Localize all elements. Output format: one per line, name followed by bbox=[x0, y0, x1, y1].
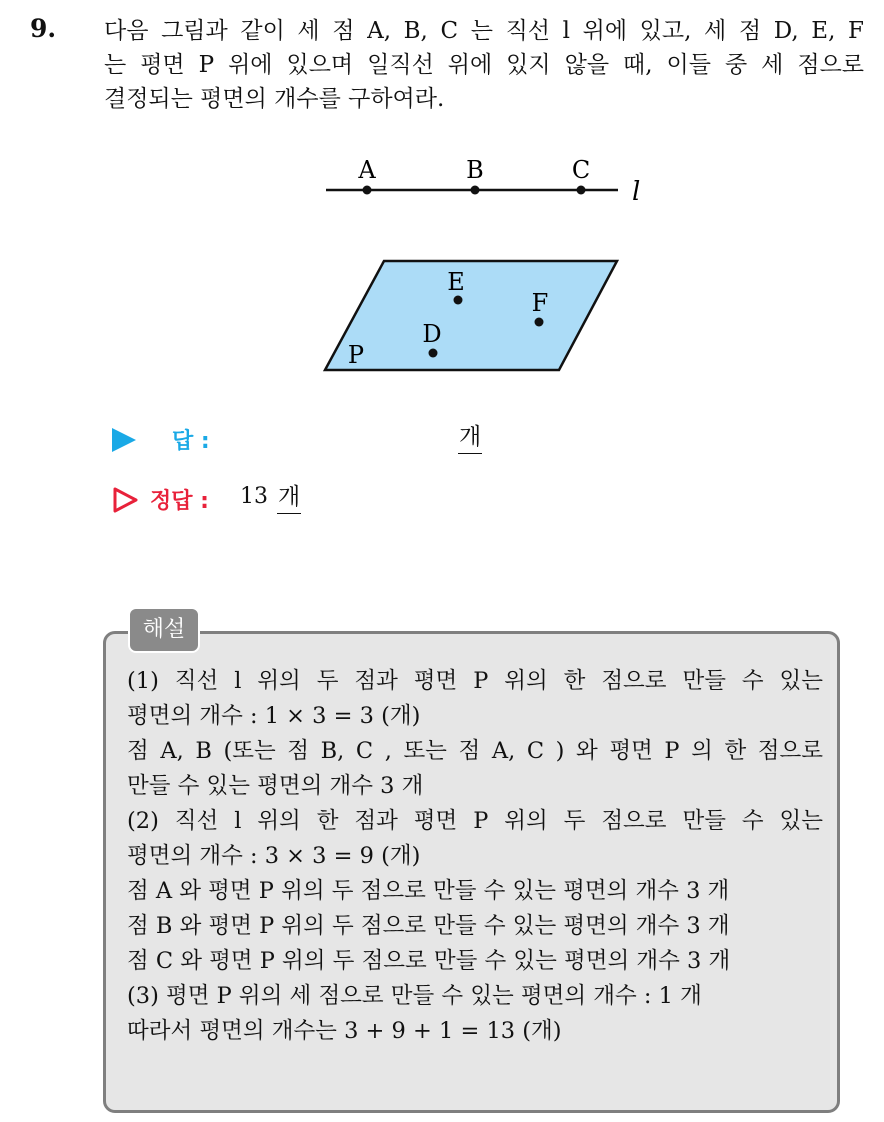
point-b-dot bbox=[471, 186, 480, 195]
solution-line: 점 A 와 평면 P 위의 두 점으로 만들 수 있는 평면의 개수 3 개 bbox=[127, 878, 730, 904]
solution-line: 점 A, B (또는 점 B, C , 또는 점 A, C ) 와 평면 P 의 한 점으로 bbox=[127, 738, 823, 764]
plane-p bbox=[325, 261, 617, 370]
point-c-dot bbox=[577, 186, 586, 195]
point-f-dot bbox=[535, 318, 544, 327]
point-d-label: D bbox=[422, 320, 442, 348]
solution-line: 점 B 와 평면 P 위의 두 점으로 만들 수 있는 평면의 개수 3 개 bbox=[127, 913, 730, 939]
outline-triangle-icon bbox=[112, 486, 140, 514]
correct-unit: 개 bbox=[277, 482, 301, 514]
point-a-dot bbox=[363, 186, 372, 195]
solution-line: (1) 직선 l 위의 두 점과 평면 P 위의 한 점으로 만들 수 있는 bbox=[127, 668, 823, 694]
play-triangle-icon bbox=[112, 428, 136, 452]
solution-badge: 해설 bbox=[128, 607, 200, 653]
answer-row bbox=[112, 424, 532, 458]
point-e-label: E bbox=[447, 268, 465, 296]
point-b-label: B bbox=[466, 156, 484, 184]
correct-value: 13 bbox=[240, 484, 268, 509]
correct-answer-row bbox=[112, 484, 532, 518]
question-number: 9. bbox=[30, 14, 57, 43]
answer-label: 답 : bbox=[172, 429, 210, 454]
question-line: 결정되는 평면의 개수를 구하여라. bbox=[104, 86, 445, 112]
answer-unit: 개 bbox=[458, 422, 482, 454]
solution-line: 만들 수 있는 평면의 개수 3 개 bbox=[127, 773, 424, 799]
correct-label: 정답 : bbox=[150, 489, 209, 514]
point-c-label: C bbox=[571, 156, 591, 184]
solution-line: (3) 평면 P 위의 세 점으로 만들 수 있는 평면의 개수 : 1 개 bbox=[127, 983, 702, 1009]
geometry-figure bbox=[0, 0, 884, 420]
question-line: 는 평면 P 위에 있으며 일직선 위에 있지 않을 때, 이들 중 세 점으로 bbox=[104, 52, 864, 78]
point-e-dot bbox=[454, 296, 463, 305]
solution-line: (2) 직선 l 위의 한 점과 평면 P 위의 두 점으로 만들 수 있는 bbox=[127, 808, 823, 834]
solution-line: 점 C 와 평면 P 위의 두 점으로 만들 수 있는 평면의 개수 3 개 bbox=[127, 948, 731, 974]
question-line: 다음 그림과 같이 세 점 A, B, C 는 직선 l 위에 있고, 세 점 D, E, F bbox=[104, 18, 864, 44]
point-f-label: F bbox=[531, 289, 549, 317]
solution-line: 따라서 평면의 개수는 3 + 9 + 1 = 13 (개) bbox=[127, 1018, 562, 1044]
solution-line: 평면의 개수 : 1 × 3 = 3 (개) bbox=[127, 703, 421, 729]
solution-text bbox=[127, 664, 823, 1049]
point-d-dot bbox=[429, 349, 438, 358]
plane-p-label: P bbox=[347, 341, 365, 369]
point-a-label: A bbox=[358, 156, 376, 184]
line-l-label: l bbox=[632, 177, 641, 207]
solution-line: 평면의 개수 : 3 × 3 = 9 (개) bbox=[127, 843, 421, 869]
